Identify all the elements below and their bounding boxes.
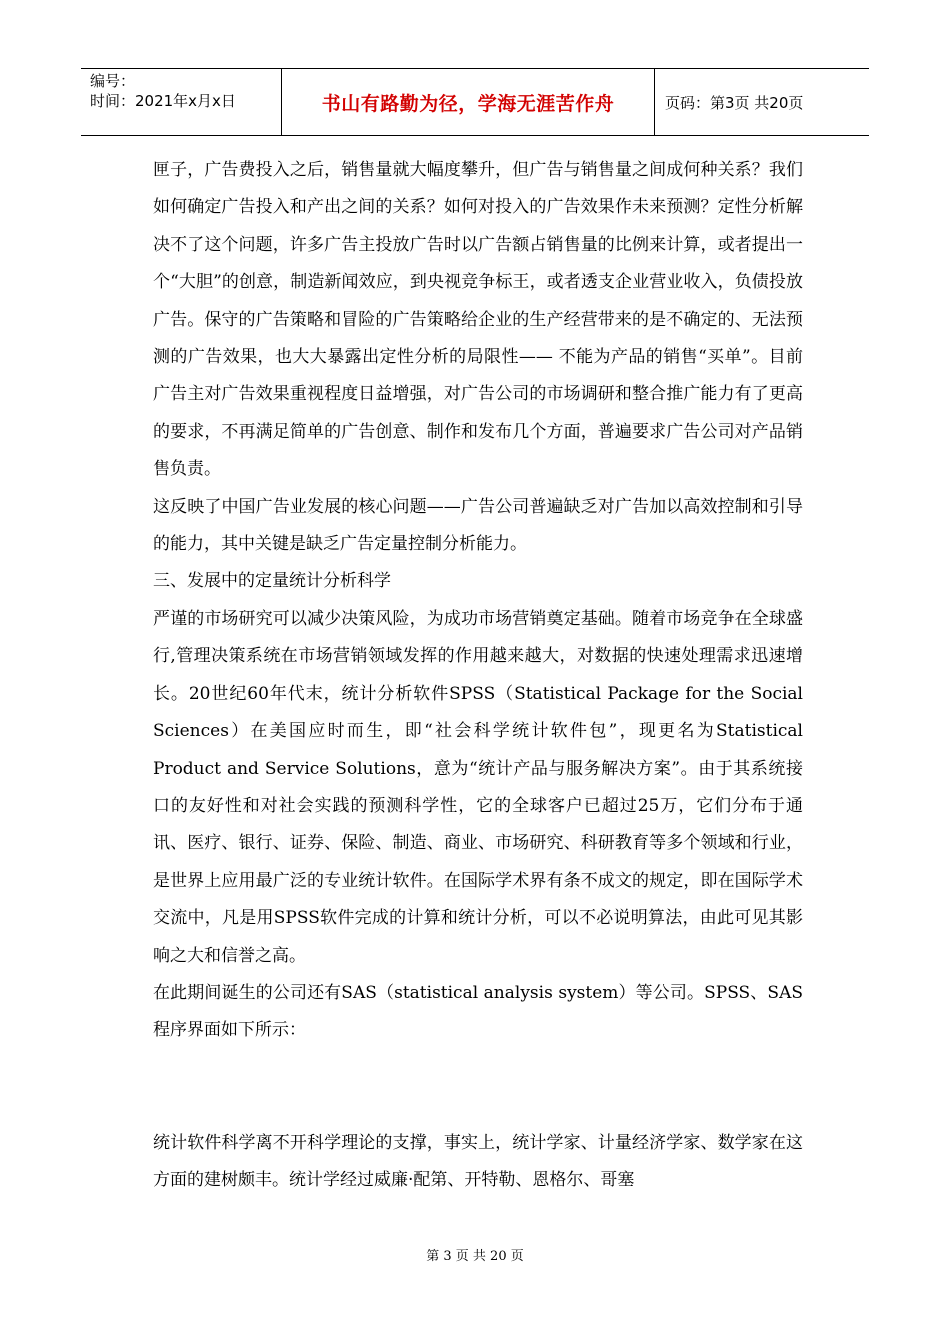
body-paragraph: 在此期间诞生的公司还有SAS（statistical analysis system）等公司。SPSS、SAS程序界面如下所示： [153,982,803,1041]
page-footer [0,1245,950,1264]
document-body [153,152,803,1200]
page-header [81,68,869,136]
header-page-code: 页码：第3页 共20页 [665,93,804,112]
image-placeholder-gap [153,1050,803,1125]
body-paragraph: 严谨的市场研究可以减少决策风险，为成功市场营销奠定基础。随着市场竞争在全球盛行,管理决策系统在市场营销领域发挥的作用越来越大，对数据的快速处理需求迅速增长。20世纪60年代末，统计分析软件SPSS（Statistical Package for the Social Sciences）在美国应时而生，即“社会科学统计软件包”，现更名为Statistical Product and Service Solutions，意为“统计产品与服务解决方案”。由于其系统接口的友好性和对社会实践的预测科学性，它的全球客户已超过25万，它们分布于通讯、医疗、银行、证券、保险、制造、商业、市场研究、科研教育等多个领域和行业，是世界上应用最广泛的专业统计软件。在国际学术界有条不成文的规定，即在国际学术交流中，凡是用SPSS软件完成的计算和统计分析，可以不必说明算法，由此可见其影响之大和信誉之高。 [153,608,803,966]
footer-page-number: 第 3 页 共 20 页 [426,1249,524,1264]
header-page-cell [655,69,869,135]
document-date-label: 时间：2021年x月x日 [90,92,236,110]
body-paragraph: 统计软件科学离不开科学理论的支撑，事实上，统计学家、计量经济学家、数学家在这方面的建树颇丰。统计学经过威廉·配第、开特勒、恩格尔、哥塞 [153,1132,803,1191]
header-motto-cell [282,69,655,135]
header-motto: 书山有路勤为径，学海无涯苦作舟 [321,92,615,115]
body-paragraph: 匣子，广告费投入之后，销售量就大幅度攀升，但广告与销售量之间成何种关系？我们如何确定广告投入和产出之间的关系？如何对投入的广告效果作未来预测？定性分析解决不了这个问题，许多广告主投放广告时以广告额占销售量的比例来计算，或者提出一个“大胆”的创意，制造新闻效应，到央视竞争标王，或者透支企业营业收入，负债投放广告。保守的广告策略和冒险的广告策略给企业的生产经营带来的是不确定的、无法预测的广告效果，也大大暴露出定性分析的局限性—— 不能为产品的销售“买单”。目前广告主对广告效果重视程度日益增强，对广告公司的市场调研和整合推广能力有了更高的要求，不再满足简单的广告创意、制作和发布几个方面，普遍要求广告公司对产品销售负责。 [153,160,803,480]
body-paragraph: 这反映了中国广告业发展的核心问题——广告公司普遍缺乏对广告加以高效控制和引导的能力，其中关键是缺乏广告定量控制分析能力。 [153,496,803,555]
header-info-cell [81,69,282,135]
document-number-label: 编号： [90,72,136,90]
section-heading: 三、发展中的定量统计分析科学 [153,571,391,592]
